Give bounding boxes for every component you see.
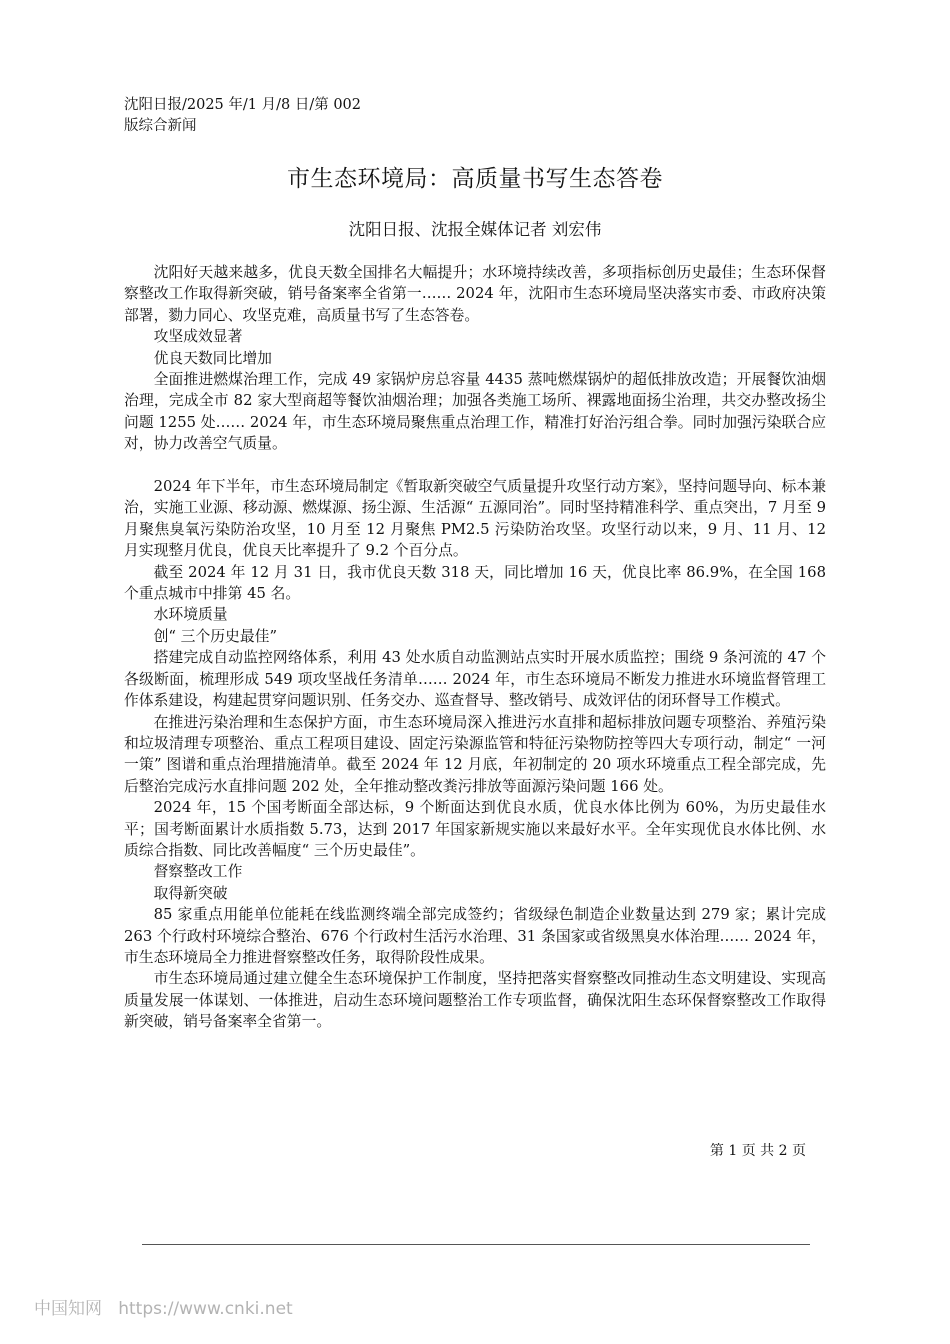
paragraph: 2024 年，15 个国考断面全部达标，9 个断面达到优良水质，优良水体比例为 60%，为历史最佳水平；国考断面累计水质指数 5.73，达到 2017 年国家新规实施以来最好水平。全年实现优良水体比例、水质综合指数、同比改善幅度“ 三个历史最佳”。 — [124, 799, 826, 859]
paragraph: 85 家重点用能单位能耗在线监测终端全部完成签约；省级绿色制造企业数量达到 279 家；累计完成 263 个行政村环境综合整治、676 个行政村生活污水治理、31 条国家或省级黑臭水体治理…… 2024 年，市生态环境局全力推进督察整改任务，取得阶段性成果。 — [124, 906, 826, 966]
footer-divider — [142, 1244, 810, 1245]
paragraph: 全面推进燃煤治理工作，完成 49 家锅炉房总容量 4435 蒸吨燃煤锅炉的超低排放改造；开展餐饮油烟治理，完成全市 82 家大型商超等餐饮油烟治理；加强各类施工场所、裸露地面扬尘治理，共交办整改扬尘问题 1255 处…… 2024 年，市生态环境局聚焦重点治理工作，精准打好治污组合拳。同时加强污染联合应对，协力改善空气质量。 — [124, 371, 826, 453]
paragraph: 截至 2024 年 12 月 31 日，我市优良天数 318 天，同比增加 16 天，优良比率 86.9%，在全国 168 个重点城市中排第 45 名。 — [124, 563, 826, 603]
article-byline: 沈阳日报、沈报全媒体记者 刘宏伟 — [348, 220, 602, 239]
paragraph: 搭建完成自动监控网络体系，利用 43 处水质自动监测站点实时开展水质监控；围绕 9 条河流的 47 个各级断面，梳理形成 549 项攻坚战任务清单…… 2024 年，市生态环境局不断发力推进水环境监督管理工作体系建设，构建起贯穿问题识别、任务交办、巡查督导、整改销号、成效评估的闭环督导工作模式。 — [124, 649, 826, 710]
section-subheading: 创“ 三个历史最佳” — [153, 627, 278, 645]
section-heading: 督察整改工作 — [153, 863, 243, 881]
source-line-2: 版综合新闻 — [124, 118, 197, 134]
watermark-url: https://www.cnki.net — [118, 1299, 293, 1319]
paragraph: 在推进污染治理和生态保护方面，市生态环境局深入推进污水直排和超标排放问题专项整治、养殖污染和垃圾清理专项整治、重点工程项目建设、固定污染源监管和特征污染物防控等四大专项行动，制定“ 一河一策” 图谱和重点治理措施清单。截至 2024 年 12 月底，年初制定的 20 项水环境重点工程全部完成，先后整治完成污水直排问题 202 处，全年推动整改粪污排放等面源污染问题 166 处。 — [124, 713, 826, 795]
section-subheading: 取得新突破 — [153, 884, 228, 902]
source-info — [124, 95, 364, 137]
paragraph-intro: 沈阳好天越来越多，优良天数全国排名大幅提升；水环境持续改善，多项指标创历史最佳；生态环保督察整改工作取得新突破，销号备案率全省第一…… 2024 年，沈阳市生态环境局坚决落实市委、市政府决策部署，勠力同心、攻坚克难，高质量书写了生态答卷。 — [124, 264, 826, 324]
watermark-brand: 中国知网 — [34, 1299, 102, 1319]
paragraph: 市生态环境局通过建立健全生态环境保护工作制度，坚持把落实督察整改同推动生态文明建设、实现高质量发展一体谋划、一体推进，启动生态环境问题整治工作专项监督，确保沈阳生态环保督察整改工作取得新突破，销号备案率全省第一。 — [124, 970, 826, 1031]
section-heading: 水环境质量 — [153, 606, 228, 624]
section-subheading: 优良天数同比增加 — [153, 349, 272, 367]
source-line-1: 沈阳日报/2025 年/1 月/8 日/第 002 — [124, 97, 362, 113]
page-number: 第 1 页 共 2 页 — [709, 1143, 806, 1159]
section-heading: 攻坚成效显著 — [153, 328, 243, 346]
watermark — [34, 1294, 293, 1319]
article-title: 市生态环境局：高质量书写生态答卷 — [287, 166, 663, 192]
article-body — [124, 262, 826, 1033]
paragraph: 2024 年下半年，市生态环境局制定《暂取新突破空气质量提升攻坚行动方案》，坚持问题导向、标本兼治，实施工业源、移动源、燃煤源、扬尘源、生活源“ 五源同治”。同时坚持精准科学、重点突出，7 月至 9 月聚焦臭氧污染防治攻坚，10 月至 12 月聚焦 PM2.5 污染防治攻坚。攻坚行动以来，9 月、11 月、12 月实现整月优良，优良天比率提升了 9.2 个百分点。 — [124, 478, 826, 560]
